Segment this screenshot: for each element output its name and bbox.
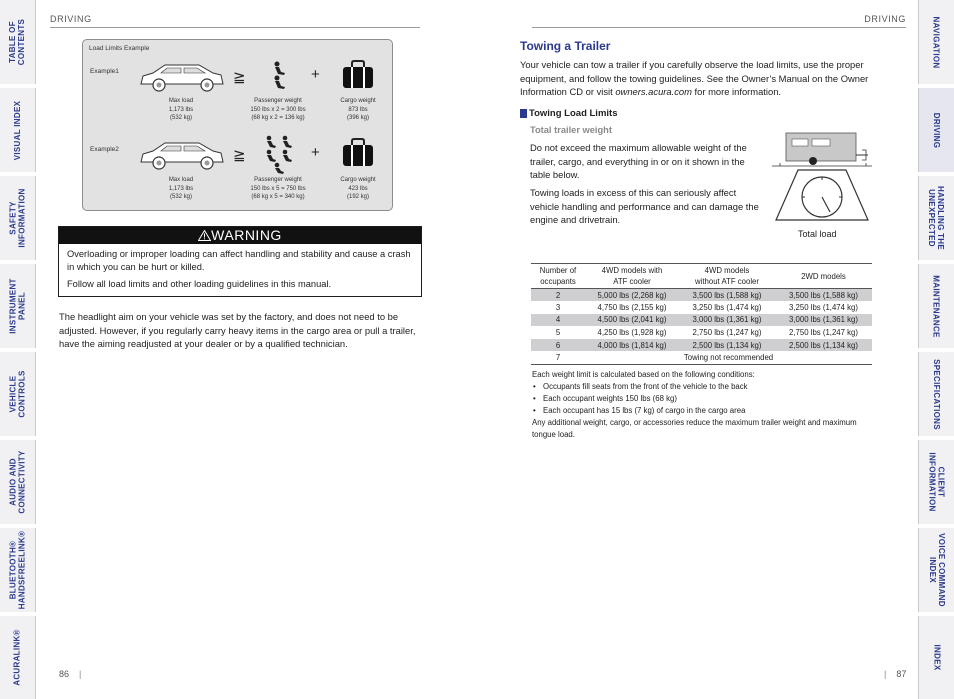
table-cell: Towing not recommended xyxy=(585,351,872,364)
tab-driving[interactable] xyxy=(918,88,954,172)
table-cell: 4 xyxy=(531,314,585,327)
load-limits-figure xyxy=(82,39,393,211)
tab-client-information[interactable] xyxy=(918,440,954,524)
page-number-text: 86 xyxy=(59,669,70,679)
table-cell: 3,000 lbs (1,361 kg) xyxy=(775,314,872,327)
table-cell: 2,500 lbs (1,134 kg) xyxy=(775,339,872,352)
warning-box xyxy=(58,226,422,297)
table-cell: 5 xyxy=(555,328,561,338)
caption-text: Passenger weight 150 lbs x 5 = 750 lbs (68 kg x 5 = 340 kg) xyxy=(250,177,306,200)
plus-symbol: + xyxy=(311,66,320,83)
tab-label: INSTRUMENT PANEL xyxy=(8,278,27,334)
table-row xyxy=(531,351,872,364)
example1-passenger-weight xyxy=(233,97,323,123)
table-cell: 2,750 lbs (1,247 kg) xyxy=(692,328,762,338)
weight-limit-notes xyxy=(532,369,877,441)
table-header-cell: Number of occupants xyxy=(531,264,585,289)
table-cell: 3,500 lbs (1,588 kg) xyxy=(679,289,775,302)
tab-label: VOICE COMMAND INDEX xyxy=(927,533,946,607)
table-cell: 4,500 lbs (2,041 kg) xyxy=(585,314,679,327)
table-row xyxy=(531,326,872,339)
tab-label: DRIVING xyxy=(932,112,941,148)
list-item: • Each occupant weights 150 lbs (68 kg) xyxy=(532,393,877,405)
example2-max-load xyxy=(151,176,211,202)
table-cell: 3,500 lbs (1,588 kg) xyxy=(775,289,872,302)
luggage-icon xyxy=(341,138,375,168)
table-header-row xyxy=(531,264,872,289)
table-header-cell: 4WD models without ATF cooler xyxy=(679,264,775,289)
intro-paragraph xyxy=(520,58,900,99)
tab-label: BLUETOOTH® HANDSFREELINK® xyxy=(8,530,27,610)
list-item: • Occupants fill seats from the front of the vehicle to the back xyxy=(532,381,877,393)
intro-text: Your vehicle can tow a trailer if you carefully observe the load limits, use the proper equipment, and follow the towing guidelines. See the Owner’s Manual on the Owner Information CD or visit xyxy=(520,59,869,97)
intro-text: for more information. xyxy=(691,86,782,97)
tab-label: VISUAL INDEX xyxy=(13,100,22,160)
greater-equal-symbol: ≧ xyxy=(233,147,246,164)
running-head-right: DRIVING xyxy=(864,14,906,24)
tab-vehicle-controls[interactable] xyxy=(0,352,36,436)
trailer-weight-paragraph: Do not exceed the maximum allowable weight of the trailer, cargo, and everything in or on it shown in the table below. xyxy=(530,142,747,180)
notes-outro: Any additional weight, cargo, or accessories reduce the maximum trailer weight and maximum tongue load. xyxy=(532,418,857,439)
table-cell: 3,000 lbs (1,361 kg) xyxy=(679,314,775,327)
tab-label: SPECIFICATIONS xyxy=(932,358,942,430)
tab-label: MAINTENANCE xyxy=(932,274,942,338)
tab-label: VEHICLE CONTROLS xyxy=(8,370,27,418)
page-number-text: 87 xyxy=(896,669,907,679)
page-number-left xyxy=(59,669,81,679)
suv-icon xyxy=(137,60,227,94)
towing-load-table xyxy=(531,263,872,365)
tab-label: ACURALINK® xyxy=(13,629,23,686)
tab-navigation[interactable] xyxy=(918,0,954,84)
tab-safety-information[interactable] xyxy=(0,176,36,260)
table-row xyxy=(531,314,872,327)
luggage-icon xyxy=(341,60,375,90)
table-cell: 3,250 lbs (1,474 kg) xyxy=(692,302,762,312)
tab-audio-and-connectivity[interactable] xyxy=(0,440,36,524)
plus-symbol: + xyxy=(311,144,320,161)
total-trailer-weight-heading: Total trailer weight xyxy=(530,125,612,135)
tab-label: HANDLING THE UNEXPECTED xyxy=(927,185,946,251)
towing-load-limits-heading xyxy=(520,108,617,119)
table-cell: 2,500 lbs (1,134 kg) xyxy=(679,339,775,352)
header-rule-left xyxy=(50,27,420,28)
table-cell: 2 xyxy=(531,289,585,302)
tab-label: SAFETY INFORMATION xyxy=(8,188,27,248)
figure-caption: Total load xyxy=(798,229,837,239)
caption-text: Cargo weight 423 lbs (192 kg) xyxy=(340,177,376,200)
table-cell: 6 xyxy=(531,339,585,352)
table-cell: 7 xyxy=(531,351,585,364)
list-item: • Each occupant has 15 lbs (7 kg) of cargo in the cargo area xyxy=(532,405,877,417)
excess-load-paragraph: Towing loads in excess of this can seriously affect vehicle handling and performance and can damage the engine and drivetrain. xyxy=(530,187,759,225)
tab-handling-the-unexpected[interactable] xyxy=(918,176,954,260)
tab-label: TABLE OF CONTENTS xyxy=(8,18,27,66)
passenger-seat-icon xyxy=(259,134,299,174)
running-head-left: DRIVING xyxy=(50,14,92,24)
tab-acuralink[interactable] xyxy=(0,616,36,699)
example2-label: Example2 xyxy=(90,146,119,153)
caption-text: Passenger weight 150 lbs x 2 = 300 lbs (68 kg x 2 = 136 kg) xyxy=(250,98,306,121)
page-number-separator: | xyxy=(79,669,82,679)
passenger-seat-icon xyxy=(265,60,293,90)
table-row xyxy=(531,289,872,302)
header-rule-right xyxy=(532,27,906,28)
warning-heading xyxy=(59,227,421,244)
warning-line: Overloading or improper loading can affect handling and stability and cause a crash in which you can be hurt or killed. xyxy=(67,249,411,272)
tab-label: INDEX xyxy=(931,644,941,671)
tab-voice-command-index[interactable] xyxy=(918,528,954,612)
table-row xyxy=(531,301,872,314)
tab-label: NAVIGATION xyxy=(932,15,942,69)
tab-bluetooth-handsfreelink[interactable] xyxy=(0,528,36,612)
greater-equal-symbol: ≧ xyxy=(233,69,246,86)
tab-visual-index[interactable] xyxy=(0,88,36,172)
warning-heading-text: WARNING xyxy=(211,227,282,243)
example1-label: Example1 xyxy=(90,68,119,75)
notes-intro: Each weight limit is calculated based on the following conditions: xyxy=(532,370,755,379)
table-cell: 5,000 lbs (2,268 kg) xyxy=(585,289,679,302)
table-header-cell: 4WD models with ATF cooler xyxy=(585,264,679,289)
table-cell: 3 xyxy=(555,302,561,312)
caption-text: Max load 1,173 lbs (532 kg) xyxy=(168,98,194,121)
tab-instrument-panel[interactable] xyxy=(0,264,36,348)
warning-line: Follow all load limits and other loading guidelines in this manual. xyxy=(67,279,332,289)
table-cell: 4,750 lbs (2,155 kg) xyxy=(597,302,667,312)
caption-text: Max load 1,173 lbs (532 kg) xyxy=(168,177,194,200)
example1-cargo-weight xyxy=(328,97,388,123)
figure-title: Load Limits Example xyxy=(89,45,150,52)
caption-text: Cargo weight 873 lbs (396 kg) xyxy=(340,98,376,121)
warning-triangle-icon xyxy=(198,230,211,241)
table-cell: 4,250 lbs (1,928 kg) xyxy=(597,328,667,338)
tab-label: AUDIO AND CONNECTIVITY xyxy=(8,450,27,514)
table-cell: 4,000 lbs (1,814 kg) xyxy=(585,339,679,352)
page-number-separator: | xyxy=(884,669,887,679)
table-header-cell: 2WD models xyxy=(775,264,872,289)
example1-max-load xyxy=(151,97,211,123)
example2-passenger-weight xyxy=(233,176,323,202)
heading-marker xyxy=(520,109,527,118)
table-cell: 3,250 lbs (1,474 kg) xyxy=(789,302,858,312)
tab-maintenance[interactable] xyxy=(918,264,954,348)
section-title: Towing a Trailer xyxy=(520,39,611,53)
left-section-tabs xyxy=(0,0,36,699)
suv-icon xyxy=(137,138,227,172)
table-row xyxy=(531,339,872,352)
owners-site-link[interactable]: owners.acura.com xyxy=(615,86,692,97)
page-number-right xyxy=(884,669,906,679)
right-section-tabs xyxy=(918,0,954,699)
tab-label: CLIENT INFORMATION xyxy=(927,452,946,512)
subheading-text: Towing Load Limits xyxy=(529,108,618,119)
tab-specifications[interactable] xyxy=(918,352,954,436)
tab-index[interactable] xyxy=(918,616,954,699)
notes-list xyxy=(532,381,877,417)
trailer-on-scale-illustration xyxy=(770,130,874,230)
headlight-aim-paragraph: The headlight aim on your vehicle was set by the factory, and does not need to be adjusted. However, if you regularly carry heavy items in the cargo area or pull a trailer, have the aiming readjusted at your dealer or by a qualified technician. xyxy=(59,311,416,349)
table-cell: 2,750 lbs (1,247 kg) xyxy=(789,328,858,338)
example2-cargo-weight xyxy=(328,176,388,202)
warning-body xyxy=(59,244,421,295)
tab-table-of-contents[interactable] xyxy=(0,0,36,84)
